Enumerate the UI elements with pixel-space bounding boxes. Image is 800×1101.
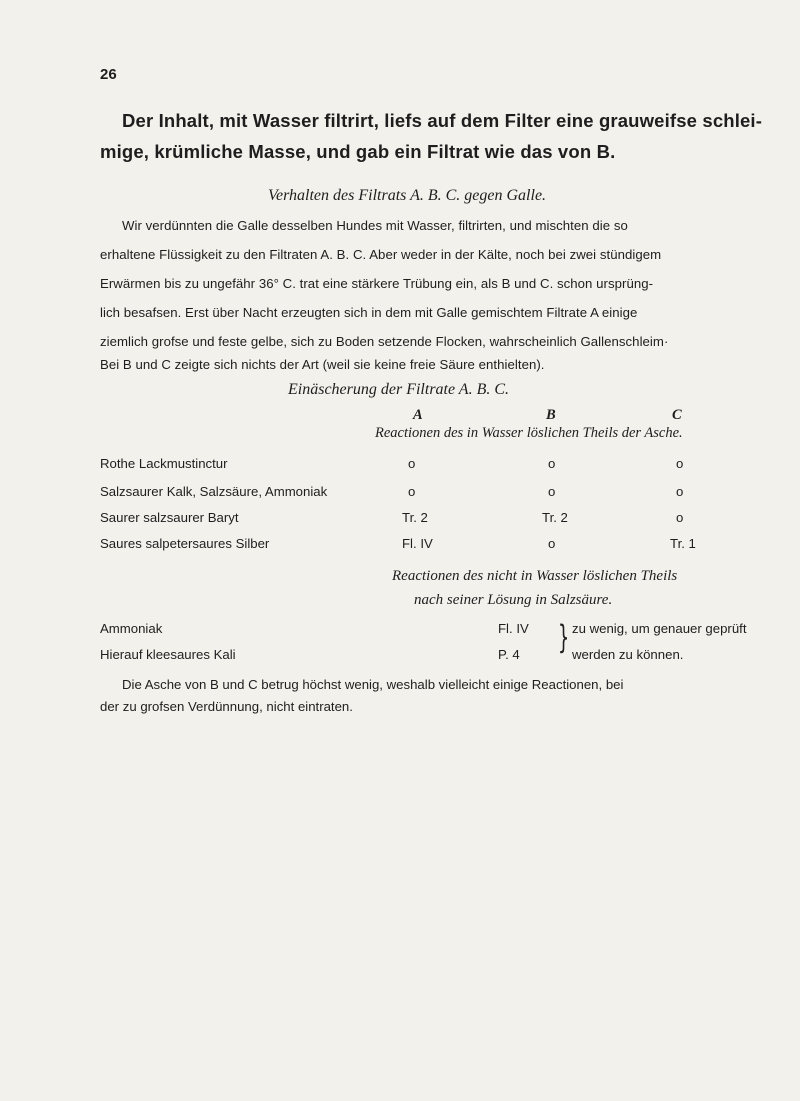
paragraph-line: erhaltene Flüssigkeit zu den Filtraten A. B. C. Aber weder in der Kälte, noch bei zwei stündigem <box>100 247 662 262</box>
table-cell-a: o <box>408 484 416 499</box>
column-header-c: C <box>672 407 682 423</box>
table-cell-b: o <box>548 456 556 471</box>
table-cell-c: o <box>676 484 684 499</box>
table-row-label: Salzsaurer Kalk, Salzsäure, Ammoniak <box>100 484 328 499</box>
section-subtitle-insoluble: nach seiner Lösung in Salzsäure. <box>414 592 613 608</box>
reagent-value: Fl. IV <box>498 621 529 636</box>
table-caption: Reactionen des in Wasser löslichen Theils der Asche. <box>375 425 683 441</box>
table-cell-c: o <box>676 456 684 471</box>
table-cell-a: Fl. IV <box>402 536 433 551</box>
table-cell-a: Tr. 2 <box>402 510 428 525</box>
reagent-value: P. 4 <box>498 647 520 662</box>
note-line-1: zu wenig, um genauer geprüft <box>572 621 747 636</box>
table-cell-c: o <box>676 510 684 525</box>
lead-line-2: mige, krümliche Masse, und gab ein Filtrat wie das von B. <box>100 141 616 162</box>
paragraph-line: Erwärmen bis zu ungefähr 36° C. trat eine stärkere Trübung ein, als B und C. schon ursprüng- <box>100 276 654 291</box>
table-cell-b: o <box>548 484 556 499</box>
table-row-label: Saures salpetersaures Silber <box>100 536 270 551</box>
paragraph-line: ziemlich grofse und feste gelbe, sich zu Boden setzende Flocken, wahrscheinlich Gallenschleim· <box>100 334 669 349</box>
table-cell-b: o <box>548 536 556 551</box>
paragraph-line: lich besafsen. Erst über Nacht erzeugten sich in dem mit Galle gemischtem Filtrate A einige <box>100 305 638 320</box>
brace-icon: } <box>558 618 570 656</box>
column-header-a: A <box>413 407 423 423</box>
reagent-label: Hierauf kleesaures Kali <box>100 647 236 662</box>
section-title-incineration: Einäscherung der Filtrate A. B. C. <box>288 381 510 398</box>
section-title-behaviour: Verhalten des Filtrats A. B. C. gegen Galle. <box>268 187 547 204</box>
reagent-label: Ammoniak <box>100 621 163 636</box>
section-title-insoluble: Reactionen des nicht in Wasser löslichen Theils <box>392 568 678 584</box>
column-header-b: B <box>546 407 556 423</box>
page-number: 26 <box>100 66 117 83</box>
note-line-2: werden zu können. <box>572 647 684 662</box>
table-cell-a: o <box>408 456 416 471</box>
footer-line-2: der zu grofsen Verdünnung, nicht eintraten. <box>100 699 353 714</box>
paragraph-last-line: Bei B und C zeigte sich nichts der Art (weil sie keine freie Säure enthielten). <box>100 357 545 372</box>
table-cell-b: Tr. 2 <box>542 510 568 525</box>
table-row-label: Saurer salzsaurer Baryt <box>100 510 239 525</box>
lead-line-1: Der Inhalt, mit Wasser filtrirt, liefs auf dem Filter eine grauweifse schlei- <box>122 110 763 131</box>
table-row-label: Rothe Lackmustinctur <box>100 456 228 471</box>
table-cell-c: Tr. 1 <box>670 536 696 551</box>
paragraph-line: Wir verdünnten die Galle desselben Hundes mit Wasser, filtrirten, und mischten die so <box>122 218 628 233</box>
footer-line-1: Die Asche von B und C betrug höchst wenig, weshalb vielleicht einige Reactionen, bei <box>122 677 624 692</box>
